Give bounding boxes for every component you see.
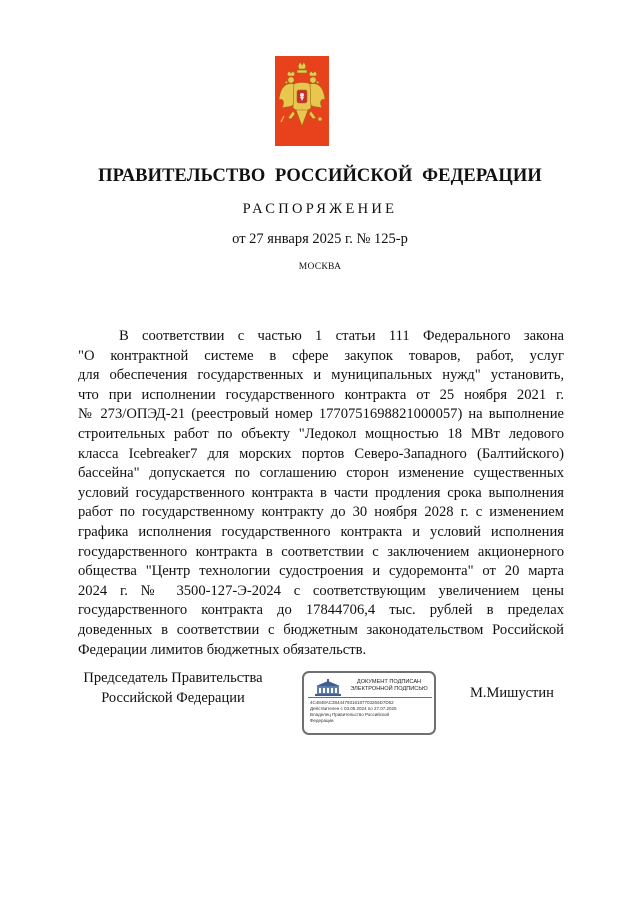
stamp-details bbox=[310, 700, 432, 724]
signer-position-line: Председатель Правительства bbox=[83, 670, 263, 686]
stamp-divider bbox=[308, 697, 432, 698]
body-line: для обеспечения государственных и муниципальных нужд" установить, bbox=[78, 367, 564, 384]
stamp-title-line: ДОКУМЕНТ ПОДПИСАН bbox=[356, 679, 422, 685]
body-line: строительных работ по объекту "Ледокол мощностью 18 МВт ледового bbox=[78, 425, 564, 442]
government-building-icon bbox=[314, 679, 342, 697]
stamp-title-line: ЭЛЕКТРОННОЙ ПОДПИСЬЮ bbox=[350, 686, 428, 693]
stamp-header bbox=[314, 678, 432, 698]
body-line: условий государственного контракта в части продления срока выполнения bbox=[78, 484, 564, 501]
stamp-title bbox=[344, 679, 434, 693]
body-line: работ по государственному контракту до 30 ноября 2028 г. с изменением bbox=[78, 504, 564, 521]
document-place: МОСКВА bbox=[298, 262, 342, 272]
body-line: 2024 г. № 3500-127-Э-2024 с соответствующим увеличением цены bbox=[78, 582, 564, 599]
body-line: доведенных в соответствии с бюджетным законодательством Российской bbox=[78, 621, 564, 638]
signer-position-line: Российской Федерации bbox=[101, 689, 245, 706]
body-line: что при исполнении государственного контракта от 25 ноября 2021 г. bbox=[78, 386, 564, 403]
organization-title: ПРАВИТЕЛЬСТВО РОССИЙСКОЙ ФЕДЕРАЦИИ bbox=[98, 166, 542, 186]
body-line: № 273/ОПЭД-21 (реестровый номер 1770751698821000057) на выполнение bbox=[78, 406, 564, 423]
body-line: "О контрактной системе в сфере закупок товаров, работ, услуг bbox=[78, 347, 564, 364]
body-line: государственного контракта в соответствии с заключением акционерного bbox=[78, 543, 564, 560]
certificate-validity: Действителен с 03.05.2024 по 27.07.2025 bbox=[310, 706, 397, 711]
document-date-number: от 27 января 2025 г. № 125-р bbox=[232, 231, 408, 247]
document-body bbox=[78, 327, 564, 660]
signer-name: М.Мишустин bbox=[470, 685, 554, 701]
body-line: Федерации лимитов бюджетных обязательств. bbox=[78, 641, 367, 658]
certificate-serial: 4C4848AC3844479316187703266D7D62 bbox=[310, 700, 394, 705]
signer-position bbox=[78, 669, 268, 708]
double-headed-eagle-icon bbox=[275, 56, 329, 146]
body-line: класса Icebreaker7 для морских портов Северо-Западного (Балтийского) bbox=[78, 445, 564, 462]
electronic-signature-stamp bbox=[302, 671, 436, 735]
body-line: графика исполнения государственного контракта и условий исполнения bbox=[78, 523, 564, 540]
document-type: РАСПОРЯЖЕНИЕ bbox=[242, 201, 398, 217]
certificate-owner: Федерации bbox=[310, 718, 334, 723]
body-line: В соответствии с частью 1 статьи 111 Федерального закона bbox=[119, 328, 564, 344]
coat-of-arms-emblem bbox=[275, 56, 329, 146]
body-line: государственного контракта до 17844706,4 тыс. рублей в пределах bbox=[78, 602, 564, 619]
body-line: бассейна" допускается по соглашению сторон изменение существенных bbox=[78, 465, 564, 482]
certificate-owner: Владелец Правительство Российской bbox=[310, 712, 390, 717]
body-line: общества "Центр технологии судостроения и судоремонта" от 20 марта bbox=[78, 563, 564, 580]
